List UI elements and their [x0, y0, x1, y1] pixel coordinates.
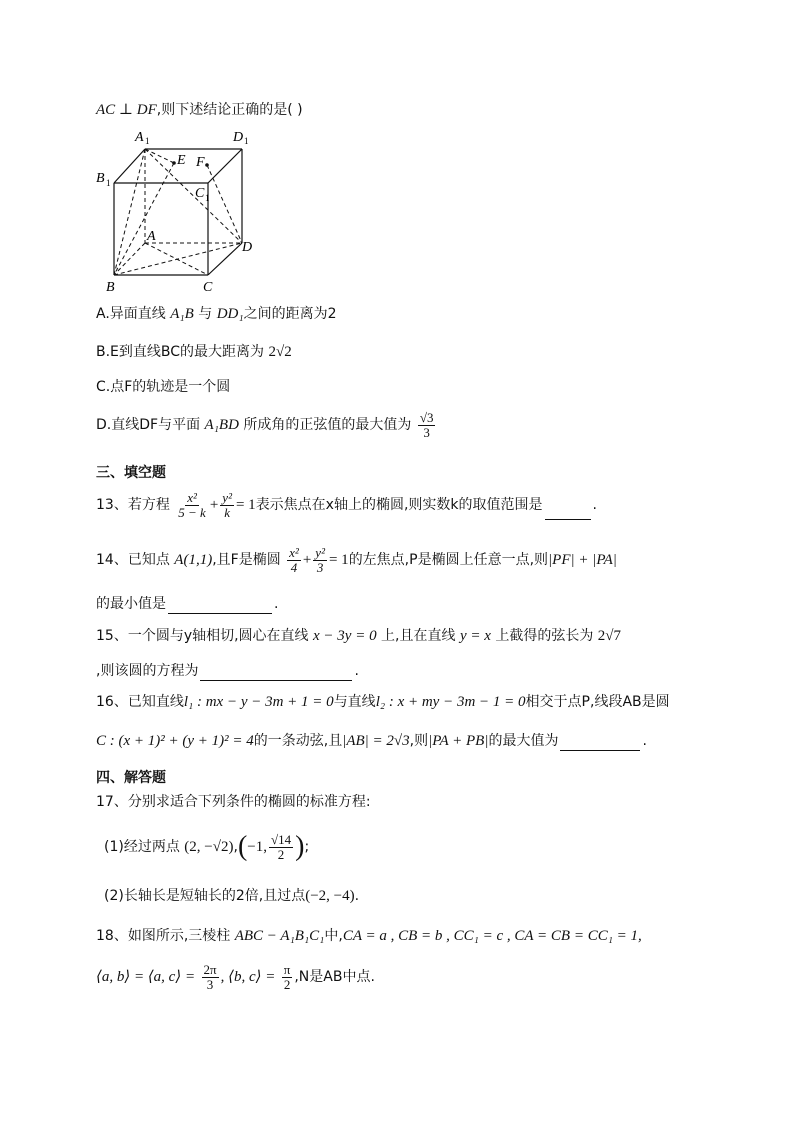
q16-vector-sum: |PA + PB|	[428, 733, 489, 749]
q13-answer-blank[interactable]	[545, 505, 591, 520]
q18-vectors: CA = a , CB = b , CC₁ = c , CA = CB = CC₁ = 1,	[342, 928, 642, 944]
q14-post: 的左焦点,P是椭圆上任意一点,则	[348, 552, 549, 568]
point-f	[205, 163, 209, 167]
q17-p2-end: .	[354, 888, 360, 904]
q15-mid: 上,且在直线	[381, 628, 456, 644]
diag-a1-b	[114, 149, 145, 275]
option-d-post: 所成角的正弦值的最大值为	[243, 417, 412, 433]
intro-math: AC ⊥ DF	[96, 102, 157, 118]
label-c1-sub: 1	[205, 193, 210, 203]
q14-expression: |PF| + |PA|	[548, 552, 617, 568]
option-a	[96, 304, 337, 324]
q14-end: .	[274, 596, 279, 612]
q17-p1-pre: (1)经过两点	[104, 839, 180, 855]
section-3-title: 三、填空题	[96, 465, 166, 481]
edge-c-d	[208, 243, 242, 275]
q14-line2-text: 的最小值是	[96, 596, 166, 612]
q17-p1-point1: (2, −√2)	[184, 839, 234, 855]
q14-pre: 14、已知点	[96, 552, 170, 568]
q13-pre: 13、若方程	[96, 497, 170, 513]
label-b1: B	[96, 171, 105, 186]
intro-text: ,则下述结论正确的是( )	[156, 102, 303, 118]
q16-l1: l₁ : mx − y − 3m + 1 = 0	[183, 694, 334, 710]
q17-p2-point: (−2, −4)	[305, 888, 355, 904]
q13-end: .	[592, 497, 597, 513]
cube-figure	[90, 125, 270, 295]
intro-line	[96, 100, 303, 120]
q17-p2-pre: (2)长轴长是短轴长的2倍,且过点	[104, 888, 306, 904]
label-a: A	[147, 229, 156, 244]
q18-frac2: $\frac{\pi}{2}$	[283, 961, 291, 992]
option-a-math1: A₁B	[170, 306, 194, 322]
q15-line2-text: ,则该圆的方程为	[96, 663, 199, 679]
seg-e-a1	[145, 149, 174, 163]
q15-chord: 2√7	[597, 628, 622, 644]
q14-answer-blank[interactable]	[168, 599, 272, 614]
point-e	[172, 161, 176, 165]
option-c-text: C.点F的轨迹是一个圆	[96, 379, 231, 395]
diag-a-c	[145, 243, 208, 275]
option-b	[96, 342, 292, 362]
question-13	[96, 490, 597, 520]
q16-mid: 与直线	[333, 694, 376, 710]
option-d-pre: D.直线DF与平面	[96, 417, 201, 433]
q18-mid: 中,	[324, 928, 343, 944]
label-a1-sub: 1	[145, 136, 150, 146]
label-d1-sub: 1	[244, 136, 249, 146]
q16-post2: 的最大值为	[488, 733, 559, 749]
q15-pre: 15、一个圆与y轴相切,圆心在直线	[96, 628, 309, 644]
q13-post: 表示焦点在x轴上的椭圆,则实数k的取值范围是	[255, 497, 543, 513]
question-15-line2	[96, 661, 359, 681]
q13-eq: = 1	[235, 497, 256, 513]
q14-plus: +	[302, 552, 312, 568]
question-14	[96, 545, 617, 575]
q18-angle1: ⟨a, b⟩ = ⟨a, c⟩ =	[96, 969, 196, 985]
q18-post: ,N是AB中点.	[294, 969, 375, 985]
question-16	[96, 692, 670, 712]
label-b: B	[106, 280, 115, 295]
q18-pre: 18、如图所示,三棱柱	[96, 928, 231, 944]
q16-mid2: 的一条动弦,且	[253, 733, 343, 749]
option-c	[96, 377, 230, 397]
q16-post: 相交于点P,线段AB是圆	[525, 694, 670, 710]
q17-p1-point2: −1,	[247, 839, 267, 855]
q17-p1-rparen: )	[295, 831, 305, 862]
question-17-part1	[104, 830, 309, 864]
question-14-line2	[96, 594, 278, 614]
q13-frac2: $\frac{\text{y²}}{k}$	[222, 489, 232, 520]
q18-angle2: , ⟨b, c⟩ =	[220, 969, 276, 985]
q16-circle: C : (x + 1)² + (y + 1)² = 4	[96, 733, 254, 749]
q14-mid: ,且F是椭圆	[212, 552, 281, 568]
q16-mid3: ,则	[409, 733, 429, 749]
label-c1: C	[195, 186, 205, 201]
option-b-math: 2√2	[268, 344, 292, 360]
q15-line2-eq: y = x	[459, 628, 491, 644]
label-d1: D	[233, 130, 244, 145]
label-e: E	[177, 153, 186, 168]
label-d: D	[242, 240, 253, 255]
q16-answer-blank[interactable]	[560, 736, 640, 751]
question-17-part2	[104, 886, 359, 906]
q17-p1-comma: ,	[233, 839, 238, 855]
question-16-line2	[96, 731, 647, 751]
q15-post: 上截得的弦长为	[495, 628, 594, 644]
q16-l2: l₂ : x + my − 3m − 1 = 0	[375, 694, 526, 710]
label-a1: A	[135, 130, 144, 145]
label-c: C	[203, 280, 213, 295]
q17-p1-end: ;	[304, 839, 310, 855]
option-a-math2: DD₁	[216, 306, 244, 322]
q15-answer-blank[interactable]	[200, 666, 352, 681]
seg-e-b	[114, 163, 174, 275]
q13-frac1: $\frac{\text{x²}}{5 - k}$	[178, 489, 206, 520]
q16-ab: |AB| = 2√3	[342, 733, 410, 749]
q15-end: .	[354, 663, 359, 679]
q16-end: .	[642, 733, 647, 749]
option-b-text: B.E到直线BC的最大距离为	[96, 344, 265, 360]
diag-b-d	[114, 243, 242, 275]
option-a-post: 之间的距离为2	[243, 306, 337, 322]
label-b1-sub: 1	[106, 178, 111, 188]
q16-pre: 16、已知直线	[96, 694, 184, 710]
section-4-title: 四、解答题	[96, 770, 166, 786]
q14-frac1: $\frac{\text{x²}}{4}$	[289, 544, 299, 575]
question-18	[96, 926, 642, 946]
question-18-line2	[96, 960, 375, 994]
hidden-a-b	[114, 243, 145, 275]
option-d-math: A₁BD	[204, 417, 239, 433]
q17-p1-frac: $\frac{√14}{2}$	[270, 831, 292, 862]
q15-line-eq: x − 3y = 0	[313, 628, 377, 644]
option-d-fraction: $\frac{√3}{3}$	[419, 409, 434, 440]
q14-eq: = 1	[328, 552, 349, 568]
label-f: F	[196, 155, 205, 170]
q17-p1-lparen: (	[237, 831, 248, 862]
q18-frac1: $\frac{2\pi}{3}$	[203, 961, 217, 992]
question-15	[96, 626, 621, 646]
question-17-title: 17、分别求适合下列条件的椭圆的标准方程:	[96, 794, 371, 810]
q18-prism: ABC − A₁B₁C₁	[234, 928, 325, 944]
q13-plus: +	[209, 497, 219, 513]
option-a-mid: 与	[198, 306, 213, 322]
q14-point: A(1,1)	[174, 552, 213, 568]
q14-frac2: $\frac{\text{y²}}{3}$	[315, 544, 325, 575]
option-d	[96, 410, 437, 440]
option-a-pre: A.异面直线	[96, 306, 166, 322]
seg-f-d	[207, 165, 242, 243]
